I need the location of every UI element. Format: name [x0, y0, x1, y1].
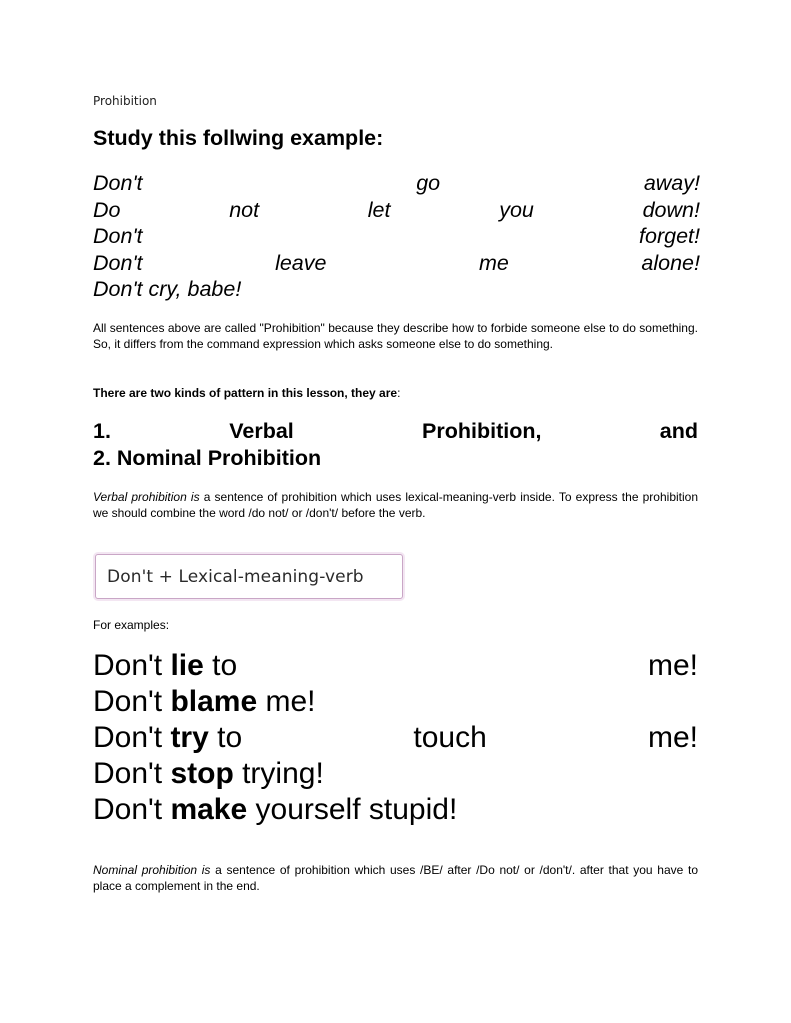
example-sentences	[93, 170, 700, 303]
example-line-2: Do not let you down!	[93, 197, 700, 222]
verbal-examples	[93, 648, 698, 828]
kinds-intro: There are two kinds of pattern in this lesson, they are:	[93, 386, 401, 400]
verbal-example-2: Don't blame me!	[93, 685, 316, 718]
example-line-4: Don't leave me alone!	[93, 250, 700, 275]
intro-paragraph: All sentences above are called "Prohibition" because they describe how to forbide someone else to do something. So, it differs from the command expression which asks someone else to do something.	[93, 321, 698, 352]
example-line-1: Don't go away!	[93, 171, 700, 195]
formula-text: Don't + Lexical-meaning-verb	[107, 566, 364, 587]
verbal-example-1: Don't lie to me!	[93, 649, 698, 682]
verbal-example-4: Don't stop trying!	[93, 757, 324, 790]
kinds-item-1: 1. Verbal Prohibition, and	[93, 419, 698, 443]
page-header-label: Prohibition	[93, 94, 157, 108]
kinds-item-2: 2. Nominal Prohibition	[93, 446, 322, 470]
verbal-example-5: Don't make yourself stupid!	[93, 793, 458, 826]
nominal-definition: Nominal prohibition is a sentence of prohibition which uses /BE/ after /Do not/ or /don't/. after that you have to place a complement in the end.	[93, 863, 698, 894]
formula-box	[95, 554, 403, 599]
study-heading: Study this follwing example:	[93, 126, 384, 150]
verbal-definition: Verbal prohibition is a sentence of prohibition which uses lexical-meaning-verb inside. To express the prohibition we should combine the word /do not/ or /don't/ before the verb.	[93, 490, 699, 521]
example-line-3: Don't forget!	[93, 224, 700, 248]
example-line-5: Don't cry, babe!	[93, 277, 242, 301]
verbal-term: Verbal prohibition is	[93, 490, 200, 504]
nominal-term: Nominal prohibition is	[93, 863, 211, 877]
verbal-example-3: Don't try to touch me!	[93, 721, 698, 754]
kinds-list	[93, 418, 698, 472]
for-examples-label: For examples:	[93, 618, 170, 632]
